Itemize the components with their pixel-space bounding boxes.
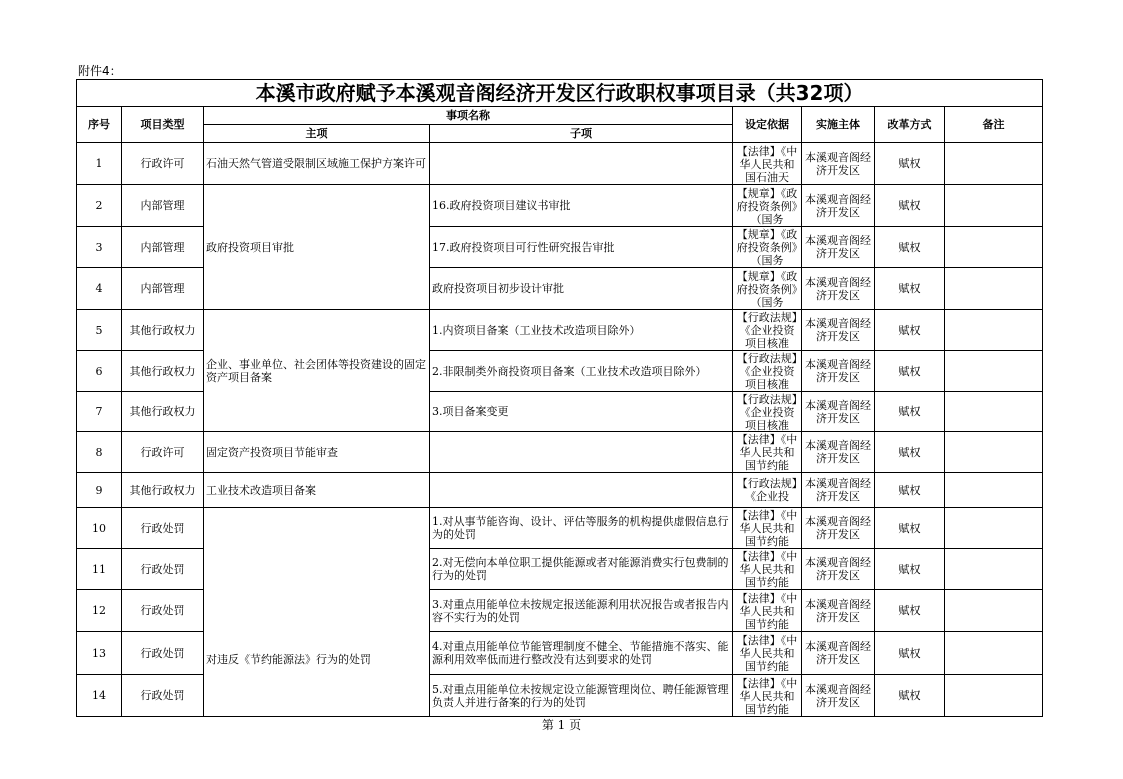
- cell-sub-item: 3.项目备案变更: [430, 392, 733, 432]
- cell-type: 行政处罚: [122, 590, 204, 632]
- cell-reform: 赋权: [875, 590, 945, 632]
- cell-type: 行政处罚: [122, 508, 204, 549]
- cell-basis: 【行政法规】《企业投: [736, 477, 798, 503]
- cell-type: 其他行政权力: [122, 310, 204, 351]
- header-reform: 改革方式: [875, 107, 945, 143]
- cell-seq: 4: [77, 268, 122, 310]
- cell-sub-item: 4.对重点用能单位节能管理制度不健全、节能措施不落实、能源利用效率低而进行整改没有达到要求的处罚: [430, 632, 733, 675]
- cell-type: 行政处罚: [122, 549, 204, 590]
- cell-seq: 2: [77, 185, 122, 227]
- cell-sub-item: 5.对重点用能单位未按规定设立能源管理岗位、聘任能源管理负责人并进行备案的行为的处罚: [430, 675, 733, 717]
- page-title: 本溪市政府赋予本溪观音阁经济开发区行政职权事项目录（共32项）: [77, 80, 1043, 107]
- cell-remark: [945, 143, 1043, 185]
- cell-subject: 本溪观音阁经济开发区: [802, 310, 875, 351]
- cell-seq: 6: [77, 351, 122, 392]
- cell-subject: 本溪观音阁经济开发区: [802, 268, 875, 310]
- cell-reform: 赋权: [875, 508, 945, 549]
- cell-remark: [945, 549, 1043, 590]
- cell-main-item: 政府投资项目审批: [204, 185, 430, 310]
- cell-subject: 本溪观音阁经济开发区: [802, 590, 875, 632]
- cell-seq: 8: [77, 432, 122, 473]
- cell-remark: [945, 310, 1043, 351]
- cell-sub-item: 2.非限制类外商投资项目备案（工业技术改造项目除外）: [430, 351, 733, 392]
- cell-seq: 12: [77, 590, 122, 632]
- cell-sub-item: 2.对无偿向本单位职工提供能源或者对能源消费实行包费制的行为的处罚: [430, 549, 733, 590]
- cell-type: 行政处罚: [122, 675, 204, 717]
- cell-basis: 【法律】《中华人民共和国节约能: [736, 634, 798, 672]
- table-row: [77, 432, 1043, 473]
- cell-basis: 【法律】《中华人民共和国节约能: [736, 433, 798, 471]
- cell-subject: 本溪观音阁经济开发区: [802, 392, 875, 432]
- table-row: [77, 473, 1043, 508]
- cell-subject: 本溪观音阁经济开发区: [802, 508, 875, 549]
- cell-sub-item: 政府投资项目初步设计审批: [430, 268, 733, 310]
- cell-remark: [945, 675, 1043, 717]
- cell-type: 行政许可: [122, 143, 204, 185]
- cell-type: 其他行政权力: [122, 473, 204, 508]
- attachment-label: 附件4：: [78, 64, 122, 78]
- cell-sub-item: 17.政府投资项目可行性研究报告审批: [430, 227, 733, 268]
- cell-main-item: 企业、事业单位、社会团体等投资建设的固定资产项目备案: [204, 310, 430, 432]
- cell-type: 内部管理: [122, 268, 204, 310]
- cell-subject: 本溪观音阁经济开发区: [802, 549, 875, 590]
- cell-sub-item: 1.内资项目备案（工业技术改造项目除外）: [430, 310, 733, 351]
- cell-sub-item: 1.对从事节能咨询、设计、评估等服务的机构提供虚假信息行为的处罚: [430, 508, 733, 549]
- cell-basis: 【法律】《中华人民共和国石油天: [736, 144, 798, 183]
- header-remark: 备注: [945, 107, 1043, 143]
- cell-reform: 赋权: [875, 549, 945, 590]
- cell-reform: 赋权: [875, 268, 945, 310]
- cell-subject: 本溪观音阁经济开发区: [802, 675, 875, 717]
- cell-seq: 3: [77, 227, 122, 268]
- authority-catalog-table: [76, 79, 1043, 717]
- cell-remark: [945, 351, 1043, 392]
- cell-seq: 1: [77, 143, 122, 185]
- cell-basis: 【行政法规】《企业投资项目核准: [736, 392, 798, 431]
- cell-type: 内部管理: [122, 185, 204, 227]
- table-row: [77, 143, 1043, 185]
- cell-seq: 7: [77, 392, 122, 432]
- cell-remark: [945, 473, 1043, 508]
- cell-remark: [945, 432, 1043, 473]
- cell-reform: 赋权: [875, 392, 945, 432]
- cell-basis: 【规章】《政府投资条例》（国务: [736, 269, 798, 308]
- cell-subject: 本溪观音阁经济开发区: [802, 432, 875, 473]
- cell-type: 其他行政权力: [122, 351, 204, 392]
- cell-basis: 【行政法规】《企业投资项目核准: [736, 311, 798, 349]
- cell-basis: 【法律】《中华人民共和国节约能: [736, 550, 798, 588]
- cell-basis: 【行政法规】《企业投资项目核准: [736, 352, 798, 390]
- cell-reform: 赋权: [875, 432, 945, 473]
- cell-reform: 赋权: [875, 310, 945, 351]
- cell-reform: 赋权: [875, 143, 945, 185]
- header-type: 项目类型: [122, 107, 204, 143]
- cell-remark: [945, 508, 1043, 549]
- cell-sub-item: [430, 473, 733, 508]
- cell-subject: 本溪观音阁经济开发区: [802, 632, 875, 675]
- cell-remark: [945, 268, 1043, 310]
- table-row: [77, 310, 1043, 351]
- cell-reform: 赋权: [875, 185, 945, 227]
- cell-reform: 赋权: [875, 227, 945, 268]
- cell-main-item: 石油天然气管道受限制区域施工保护方案许可: [204, 143, 430, 185]
- cell-reform: 赋权: [875, 473, 945, 508]
- cell-remark: [945, 185, 1043, 227]
- cell-remark: [945, 590, 1043, 632]
- header-sub-item: 子项: [430, 125, 733, 143]
- cell-type: 行政处罚: [122, 632, 204, 675]
- cell-type: 行政许可: [122, 432, 204, 473]
- header-basis: 设定依据: [733, 107, 802, 143]
- header-seq: 序号: [77, 107, 122, 143]
- cell-main-item: 固定资产投资项目节能审查: [204, 432, 430, 473]
- cell-reform: 赋权: [875, 632, 945, 675]
- cell-sub-item: [430, 432, 733, 473]
- cell-sub-item: 3.对重点用能单位未按规定报送能源利用状况报告或者报告内容不实行为的处罚: [430, 590, 733, 632]
- header-subject: 实施主体: [802, 107, 875, 143]
- page-number: 第 1 页: [541, 718, 582, 732]
- cell-basis: 【法律】《中华人民共和国节约能: [736, 509, 798, 547]
- table-row: [77, 185, 1043, 227]
- cell-subject: 本溪观音阁经济开发区: [802, 473, 875, 508]
- cell-seq: 13: [77, 632, 122, 675]
- cell-subject: 本溪观音阁经济开发区: [802, 351, 875, 392]
- cell-seq: 10: [77, 508, 122, 549]
- cell-seq: 14: [77, 675, 122, 717]
- cell-seq: 11: [77, 549, 122, 590]
- header-item-name: 事项名称: [204, 107, 733, 125]
- cell-basis: 【法律】《中华人民共和国节约能: [736, 676, 798, 715]
- cell-sub-item: 16.政府投资项目建议书审批: [430, 185, 733, 227]
- header-main-item: 主项: [204, 125, 430, 143]
- cell-remark: [945, 227, 1043, 268]
- cell-seq: 9: [77, 473, 122, 508]
- cell-sub-item: [430, 143, 733, 185]
- cell-type: 内部管理: [122, 227, 204, 268]
- cell-seq: 5: [77, 310, 122, 351]
- cell-subject: 本溪观音阁经济开发区: [802, 185, 875, 227]
- cell-remark: [945, 392, 1043, 432]
- cell-basis: 【法律】《中华人民共和国节约能: [736, 591, 798, 630]
- cell-remark: [945, 632, 1043, 675]
- cell-reform: 赋权: [875, 675, 945, 717]
- cell-subject: 本溪观音阁经济开发区: [802, 143, 875, 185]
- cell-main-item: 工业技术改造项目备案: [204, 473, 430, 508]
- cell-basis: 【规章】《政府投资条例》（国务: [736, 186, 798, 225]
- cell-type: 其他行政权力: [122, 392, 204, 432]
- cell-subject: 本溪观音阁经济开发区: [802, 227, 875, 268]
- cell-basis: 【规章】《政府投资条例》（国务: [736, 228, 798, 266]
- cell-reform: 赋权: [875, 351, 945, 392]
- table-row: [77, 508, 1043, 549]
- cell-main-item: 对违反《节约能源法》行为的处罚: [204, 508, 430, 717]
